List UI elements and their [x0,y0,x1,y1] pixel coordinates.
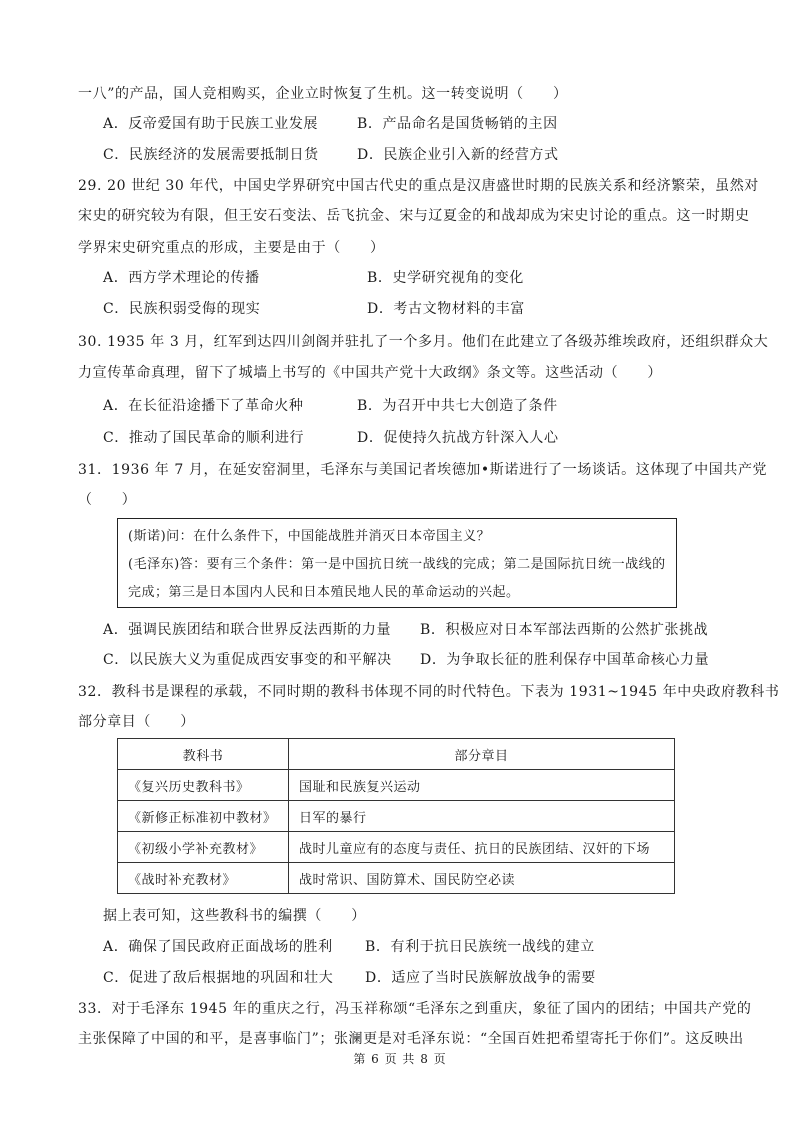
q30-stem-line-2: 力宣传革命真理，留下了城墙上书写的《中国共产党十大政纲》条文等。这些活动（ ） [78,365,662,381]
q32-option-d[interactable]: D．适应了当时民族解放战争的需要 [365,970,596,986]
table-cell-chapters: 战时儿童应有的态度与责任、抗日的民族团结、汉奸的下场 [289,832,675,863]
table-header-cell: 部分章目 [289,739,675,770]
table-row [118,832,675,863]
table-header-row [118,739,675,770]
table-row [118,863,675,894]
q30-option-d[interactable]: D．促使持久抗战方针深入人心 [357,430,559,446]
table-header-cell: 教科书 [118,739,289,770]
q28-option-d[interactable]: D．民族企业引入新的经营方式 [357,147,559,163]
q30-stem-line-1: 30. 1935 年 3 月，红军到达四川剑阁并驻扎了一个多月。他们在此建立了各级苏维埃政府，还组织群众大 [78,334,769,350]
table-cell-book: 《战时补充教材》 [118,863,289,894]
q29-stem-line-2: 宋史的研究较为有限，但王安石变法、岳飞抗金、宋与辽夏金的和战却成为宋史讨论的重点。这一时期史 [78,208,750,224]
q32-textbook-table [117,738,675,894]
q32-option-a[interactable]: A．确保了国民政府正面战场的胜利 [103,939,333,955]
q31-quote-line-1: (斯诺)问：在什么条件下，中国能战胜并消灭日本帝国主义？ [128,529,491,544]
table-cell-book: 《新修正标准初中教材》 [118,801,289,832]
table-cell-book: 《初级小学补充教材》 [118,832,289,863]
q33-stem-line-1: 33．对于毛泽东 1945 年的重庆之行，冯玉祥称颂“毛泽东之到重庆，象征了国内的团结；中国共产党的 [78,1001,752,1017]
q30-option-b[interactable]: B．为召开中共七大创造了条件 [357,398,558,414]
q29-option-b[interactable]: B．史学研究视角的变化 [367,270,524,286]
q28-option-b[interactable]: B．产品命名是国货畅销的主因 [357,116,558,132]
q32-stem-line-2: 部分章目（ ） [78,714,195,730]
q31-stem-line-2: （ ） [78,492,137,508]
q31-quote-line-2: (毛泽东)答：要有三个条件：第一是中国抗日统一战线的完成；第二是国际抗日统一战线的 [128,557,666,572]
q31-option-a[interactable]: A．强调民族团结和联合世界反法西斯的力量 [103,622,392,638]
table-cell-book: 《复兴历史教科书》 [118,770,289,801]
table-cell-chapters: 战时常识、国防算术、国民防空必读 [289,863,675,894]
q31-option-d[interactable]: D．为争取长征的胜利保存中国革命核心力量 [420,652,710,668]
q32-stem-line-1: 32．教科书是课程的承载，不同时期的教科书体现不同的时代特色。下表为 1931~1945 年中央政府教科书 [78,684,780,700]
table-row [118,770,675,801]
q29-option-a[interactable]: A．西方学术理论的传播 [103,270,260,286]
q31-quote-line-3: 完成；第三是日本国内人民和日本殖民地人民的革命运动的兴起。 [128,585,520,600]
q29-option-c[interactable]: C．民族积弱受侮的现实 [103,301,261,317]
q31-option-c[interactable]: C．以民族大义为重促成西安事变的和平解决 [103,652,392,668]
q28-option-c[interactable]: C．民族经济的发展需要抵制日货 [103,147,319,163]
q32-option-b[interactable]: B．有利于抗日民族统一战线的建立 [365,939,595,955]
q29-option-d[interactable]: D．考古文物材料的丰富 [367,301,525,317]
q31-stem-line-1: 31．1936 年 7 月，在延安窑洞里，毛泽东与美国记者埃德加•斯诺进行了一场谈话。这体现了中国共产党 [78,462,768,478]
q28-stem-tail: 一八”的产品，国人竞相购买，企业立时恢复了生机。这一转变说明（ ） [78,86,568,102]
q31-quote-box [117,518,677,608]
table-cell-chapters: 国耻和民族复兴运动 [289,770,675,801]
q29-stem-line-1: 29. 20 世纪 30 年代，中国史学界研究中国古代史的重点是汉唐盛世时期的民族关系和经济繁荣，虽然对 [78,178,759,194]
q32-stem-line-3: 据上表可知，这些教科书的编撰（ ） [103,908,366,924]
table-cell-chapters: 日军的暴行 [289,801,675,832]
page-footer: 第 6 页 共 8 页 [353,1052,447,1066]
q33-stem-line-2: 主张保障了中国的和平，是喜事临门”；张澜更是对毛泽东说：“全国百姓把希望寄托于你们”。这反映出 [78,1031,744,1047]
q29-stem-line-3: 学界宋史研究重点的形成，主要是由于（ ） [78,240,385,256]
q30-option-c[interactable]: C．推动了国民革命的顺利进行 [103,430,305,446]
q30-option-a[interactable]: A．在长征沿途播下了革命火种 [103,398,304,414]
q28-option-a[interactable]: A．反帝爱国有助于民族工业发展 [103,116,319,132]
q32-option-c[interactable]: C．促进了敌后根据地的巩固和壮大 [103,970,334,986]
q31-option-b[interactable]: B．积极应对日本军部法西斯的公然扩张挑战 [420,622,709,638]
table-row [118,801,675,832]
